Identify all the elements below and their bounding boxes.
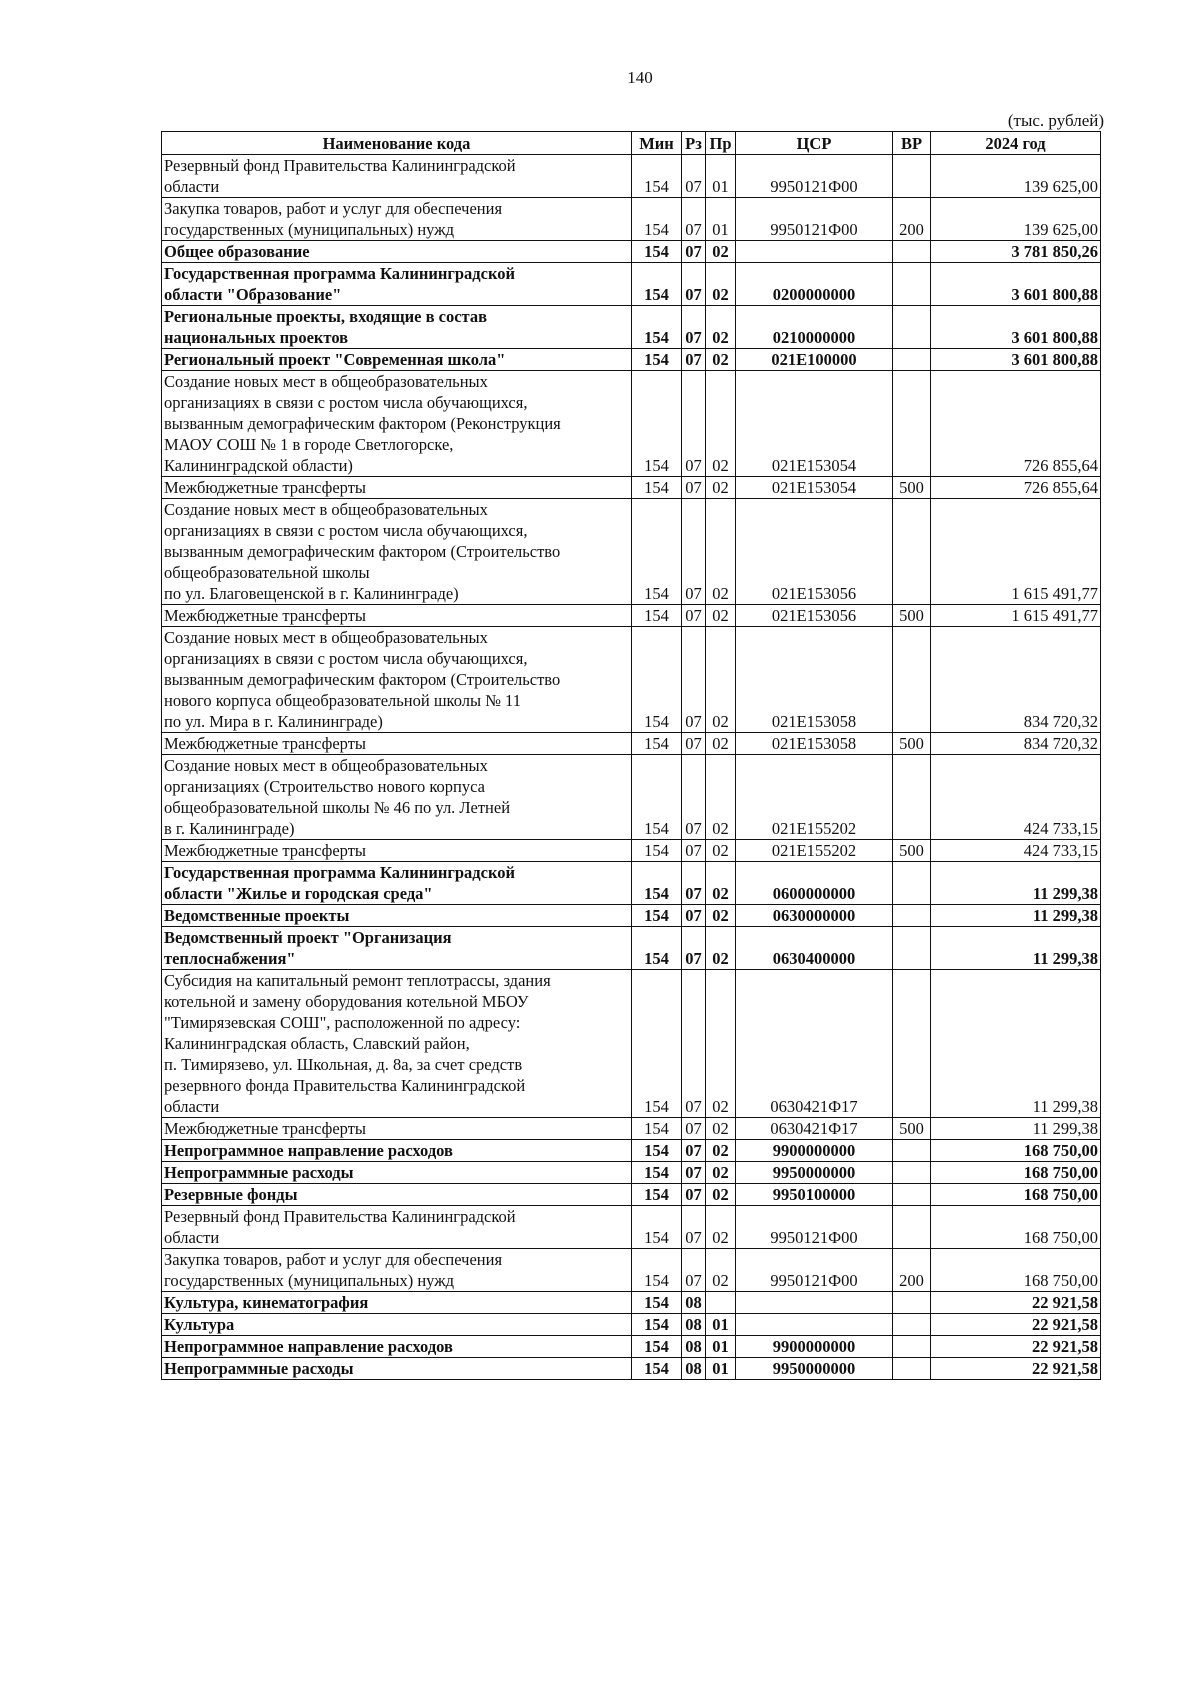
cell-sum: 3 601 800,88 (931, 349, 1101, 371)
cell-rz: 07 (682, 349, 706, 371)
cell-pr: 02 (706, 1140, 736, 1162)
cell-csr: 9950121Ф00 (736, 1249, 893, 1292)
table-row (162, 1314, 1101, 1336)
cell-name: Региональные проекты, входящие в состав национальных проектов (162, 306, 632, 349)
cell-vr (893, 927, 931, 970)
table-row (162, 927, 1101, 970)
cell-vr (893, 349, 931, 371)
header-csr: ЦСР (736, 132, 893, 155)
cell-rz: 07 (682, 306, 706, 349)
cell-pr: 02 (706, 241, 736, 263)
cell-pr: 02 (706, 862, 736, 905)
cell-vr (893, 1336, 931, 1358)
cell-rz: 07 (682, 1249, 706, 1292)
cell-vr (893, 1292, 931, 1314)
cell-min: 154 (632, 1358, 682, 1380)
cell-csr: 0630421Ф17 (736, 970, 893, 1118)
table-row (162, 155, 1101, 198)
cell-min: 154 (632, 862, 682, 905)
cell-min: 154 (632, 927, 682, 970)
cell-name: Межбюджетные трансферты (162, 733, 632, 755)
cell-name: Государственная программа Калининградской области "Жилье и городская среда" (162, 862, 632, 905)
cell-csr (736, 1314, 893, 1336)
cell-min: 154 (632, 905, 682, 927)
cell-csr: 0200000000 (736, 263, 893, 306)
table-row (162, 198, 1101, 241)
header-pr: Пр (706, 132, 736, 155)
table-row (162, 371, 1101, 477)
table-row (162, 1184, 1101, 1206)
cell-sum: 168 750,00 (931, 1184, 1101, 1206)
table-header (162, 132, 1101, 155)
cell-name: Непрограммное направление расходов (162, 1336, 632, 1358)
cell-pr: 02 (706, 1162, 736, 1184)
cell-rz: 07 (682, 155, 706, 198)
table-row (162, 306, 1101, 349)
header-row (162, 132, 1101, 155)
cell-min: 154 (632, 1162, 682, 1184)
cell-vr (893, 970, 931, 1118)
cell-name: Межбюджетные трансферты (162, 840, 632, 862)
unit-label: (тыс. рублей) (1007, 111, 1104, 130)
cell-sum: 139 625,00 (931, 198, 1101, 241)
cell-name: Государственная программа Калининградской области "Образование" (162, 263, 632, 306)
cell-csr: 021E153056 (736, 605, 893, 627)
cell-sum: 22 921,58 (931, 1336, 1101, 1358)
cell-pr: 02 (706, 605, 736, 627)
cell-sum: 3 601 800,88 (931, 263, 1101, 306)
cell-vr (893, 627, 931, 733)
cell-pr: 02 (706, 263, 736, 306)
cell-name: Создание новых мест в общеобразовательных организациях в связи с ростом числа обучающихся, вызванным демографическим фактором (Строительство общеобразовательной школы по ул. Благовещенской в г. Калининграде) (162, 499, 632, 605)
cell-vr: 500 (893, 477, 931, 499)
cell-csr: 9900000000 (736, 1140, 893, 1162)
cell-min: 154 (632, 1336, 682, 1358)
cell-sum: 834 720,32 (931, 627, 1101, 733)
cell-vr (893, 155, 931, 198)
cell-csr: 9950121Ф00 (736, 198, 893, 241)
cell-csr: 0630000000 (736, 905, 893, 927)
budget-table (161, 131, 1101, 1380)
cell-rz: 07 (682, 1184, 706, 1206)
cell-name: Непрограммные расходы (162, 1358, 632, 1380)
cell-csr: 021E153058 (736, 627, 893, 733)
cell-sum: 11 299,38 (931, 927, 1101, 970)
cell-min: 154 (632, 1206, 682, 1249)
cell-sum: 424 733,15 (931, 840, 1101, 862)
cell-vr: 500 (893, 840, 931, 862)
page-number: 140 (627, 68, 653, 87)
cell-pr: 01 (706, 1358, 736, 1380)
cell-name: Создание новых мест в общеобразовательных организациях (Строительство нового корпуса общеобразовательной школы № 46 по ул. Летней в г. Калининграде) (162, 755, 632, 840)
cell-sum: 22 921,58 (931, 1292, 1101, 1314)
cell-rz: 07 (682, 241, 706, 263)
table-row (162, 627, 1101, 733)
table-row (162, 1206, 1101, 1249)
cell-min: 154 (632, 733, 682, 755)
cell-pr: 02 (706, 627, 736, 733)
table-row (162, 862, 1101, 905)
cell-vr (893, 499, 931, 605)
cell-csr: 021E155202 (736, 840, 893, 862)
cell-name: Субсидия на капитальный ремонт теплотрассы, здания котельной и замену оборудования котельной МБОУ "Тимирязевская СОШ", расположенной по адресу: Калининградская область, Славский район, п. Тимирязево, ул. Школьная, д. 8а, за счет средств резервного фонда Правительства Калининградской области (162, 970, 632, 1118)
cell-rz: 07 (682, 1162, 706, 1184)
cell-rz: 07 (682, 733, 706, 755)
header-min: Мин (632, 132, 682, 155)
cell-sum: 3 781 850,26 (931, 241, 1101, 263)
cell-min: 154 (632, 1118, 682, 1140)
cell-name: Региональный проект "Современная школа" (162, 349, 632, 371)
cell-sum: 11 299,38 (931, 970, 1101, 1118)
cell-vr: 500 (893, 605, 931, 627)
cell-min: 154 (632, 306, 682, 349)
cell-pr: 02 (706, 499, 736, 605)
cell-pr: 02 (706, 927, 736, 970)
cell-csr: 021E155202 (736, 755, 893, 840)
cell-csr: 9950000000 (736, 1162, 893, 1184)
table-row (162, 755, 1101, 840)
cell-rz: 07 (682, 970, 706, 1118)
cell-vr: 500 (893, 1118, 931, 1140)
cell-name: Межбюджетные трансферты (162, 477, 632, 499)
cell-sum: 168 750,00 (931, 1140, 1101, 1162)
table-row (162, 840, 1101, 862)
cell-sum: 424 733,15 (931, 755, 1101, 840)
cell-csr: 0600000000 (736, 862, 893, 905)
cell-csr: 021E153056 (736, 499, 893, 605)
cell-vr: 200 (893, 198, 931, 241)
cell-rz: 07 (682, 840, 706, 862)
table-row (162, 733, 1101, 755)
cell-sum: 22 921,58 (931, 1314, 1101, 1336)
cell-name: Общее образование (162, 241, 632, 263)
cell-min: 154 (632, 241, 682, 263)
cell-sum: 22 921,58 (931, 1358, 1101, 1380)
table-row (162, 349, 1101, 371)
cell-pr: 02 (706, 1249, 736, 1292)
cell-pr (706, 1292, 736, 1314)
cell-vr (893, 306, 931, 349)
cell-vr (893, 1358, 931, 1380)
cell-min: 154 (632, 477, 682, 499)
cell-rz: 07 (682, 1118, 706, 1140)
cell-csr: 021E153054 (736, 477, 893, 499)
table-row (162, 263, 1101, 306)
cell-csr: 9950121Ф00 (736, 155, 893, 198)
cell-pr: 02 (706, 349, 736, 371)
cell-pr: 02 (706, 840, 736, 862)
cell-min: 154 (632, 627, 682, 733)
cell-pr: 02 (706, 1118, 736, 1140)
cell-rz: 07 (682, 1206, 706, 1249)
cell-pr: 02 (706, 371, 736, 477)
cell-name: Ведомственный проект "Организация теплоснабжения" (162, 927, 632, 970)
table-row (162, 477, 1101, 499)
cell-rz: 08 (682, 1314, 706, 1336)
cell-rz: 07 (682, 477, 706, 499)
cell-csr: 9950100000 (736, 1184, 893, 1206)
cell-sum: 1 615 491,77 (931, 605, 1101, 627)
cell-name: Межбюджетные трансферты (162, 605, 632, 627)
cell-pr: 02 (706, 755, 736, 840)
cell-vr (893, 905, 931, 927)
cell-min: 154 (632, 605, 682, 627)
cell-rz: 07 (682, 198, 706, 241)
cell-min: 154 (632, 1140, 682, 1162)
cell-csr: 021E153058 (736, 733, 893, 755)
cell-name: Резервный фонд Правительства Калининградской области (162, 155, 632, 198)
cell-vr (893, 862, 931, 905)
cell-pr: 02 (706, 306, 736, 349)
cell-sum: 1 615 491,77 (931, 499, 1101, 605)
cell-min: 154 (632, 349, 682, 371)
cell-min: 154 (632, 1249, 682, 1292)
table-row (162, 241, 1101, 263)
cell-sum: 11 299,38 (931, 905, 1101, 927)
cell-name: Закупка товаров, работ и услуг для обеспечения государственных (муниципальных) нужд (162, 198, 632, 241)
cell-name: Закупка товаров, работ и услуг для обеспечения государственных (муниципальных) нужд (162, 1249, 632, 1292)
cell-vr (893, 371, 931, 477)
cell-min: 154 (632, 1292, 682, 1314)
cell-pr: 02 (706, 970, 736, 1118)
cell-csr (736, 1292, 893, 1314)
cell-name: Межбюджетные трансферты (162, 1118, 632, 1140)
cell-name: Ведомственные проекты (162, 905, 632, 927)
cell-pr: 01 (706, 1336, 736, 1358)
cell-rz: 07 (682, 1140, 706, 1162)
cell-min: 154 (632, 155, 682, 198)
cell-csr: 9900000000 (736, 1336, 893, 1358)
cell-vr (893, 1162, 931, 1184)
cell-csr: 9950121Ф00 (736, 1206, 893, 1249)
cell-rz: 08 (682, 1336, 706, 1358)
table-row (162, 1249, 1101, 1292)
cell-csr: 0630421Ф17 (736, 1118, 893, 1140)
cell-vr (893, 1206, 931, 1249)
table-row (162, 1162, 1101, 1184)
cell-sum: 11 299,38 (931, 1118, 1101, 1140)
cell-pr: 02 (706, 477, 736, 499)
cell-rz: 07 (682, 371, 706, 477)
cell-min: 154 (632, 970, 682, 1118)
table-body (162, 155, 1101, 1380)
header-name: Наименование кода (162, 132, 632, 155)
cell-vr: 200 (893, 1249, 931, 1292)
cell-name: Культура, кинематография (162, 1292, 632, 1314)
table-row (162, 1118, 1101, 1140)
table-row (162, 1336, 1101, 1358)
cell-rz: 07 (682, 605, 706, 627)
table-row (162, 605, 1101, 627)
cell-rz: 07 (682, 627, 706, 733)
cell-rz: 08 (682, 1292, 706, 1314)
table-row (162, 1292, 1101, 1314)
cell-vr (893, 1140, 931, 1162)
cell-csr: 021E100000 (736, 349, 893, 371)
table-row (162, 970, 1101, 1118)
cell-rz: 07 (682, 905, 706, 927)
cell-vr (893, 1184, 931, 1206)
cell-pr: 01 (706, 1314, 736, 1336)
cell-name: Непрограммное направление расходов (162, 1140, 632, 1162)
cell-csr: 0210000000 (736, 306, 893, 349)
cell-vr (893, 241, 931, 263)
cell-sum: 3 601 800,88 (931, 306, 1101, 349)
cell-sum: 11 299,38 (931, 862, 1101, 905)
table-row (162, 1358, 1101, 1380)
cell-name: Создание новых мест в общеобразовательных организациях в связи с ростом числа обучающихся, вызванным демографическим фактором (Строительство нового корпуса общеобразовательной школы № 11 по ул. Мира в г. Калининграде) (162, 627, 632, 733)
cell-csr: 0630400000 (736, 927, 893, 970)
cell-pr: 01 (706, 155, 736, 198)
cell-rz: 07 (682, 499, 706, 605)
cell-sum: 726 855,64 (931, 477, 1101, 499)
cell-csr (736, 241, 893, 263)
cell-vr: 500 (893, 733, 931, 755)
cell-pr: 01 (706, 198, 736, 241)
cell-min: 154 (632, 371, 682, 477)
cell-rz: 08 (682, 1358, 706, 1380)
cell-min: 154 (632, 499, 682, 605)
cell-rz: 07 (682, 862, 706, 905)
cell-name: Непрограммные расходы (162, 1162, 632, 1184)
cell-sum: 168 750,00 (931, 1162, 1101, 1184)
cell-rz: 07 (682, 927, 706, 970)
cell-pr: 02 (706, 1206, 736, 1249)
table-row (162, 499, 1101, 605)
cell-rz: 07 (682, 755, 706, 840)
cell-sum: 726 855,64 (931, 371, 1101, 477)
cell-name: Культура (162, 1314, 632, 1336)
cell-vr (893, 263, 931, 306)
cell-vr (893, 755, 931, 840)
cell-min: 154 (632, 263, 682, 306)
cell-sum: 834 720,32 (931, 733, 1101, 755)
cell-min: 154 (632, 1314, 682, 1336)
cell-pr: 02 (706, 1184, 736, 1206)
cell-rz: 07 (682, 263, 706, 306)
cell-sum: 168 750,00 (931, 1206, 1101, 1249)
cell-name: Резервный фонд Правительства Калининградской области (162, 1206, 632, 1249)
cell-name: Создание новых мест в общеобразовательных организациях в связи с ростом числа обучающихся, вызванным демографическим фактором (Реконструкция МАОУ СОШ № 1 в городе Светлогорске, Калининградской области) (162, 371, 632, 477)
cell-min: 154 (632, 198, 682, 241)
cell-pr: 02 (706, 905, 736, 927)
cell-sum: 168 750,00 (931, 1249, 1101, 1292)
cell-pr: 02 (706, 733, 736, 755)
cell-min: 154 (632, 1184, 682, 1206)
cell-sum: 139 625,00 (931, 155, 1101, 198)
cell-min: 154 (632, 840, 682, 862)
header-vr: ВР (893, 132, 931, 155)
cell-min: 154 (632, 755, 682, 840)
cell-name: Резервные фонды (162, 1184, 632, 1206)
table-row (162, 905, 1101, 927)
cell-vr (893, 1314, 931, 1336)
header-rz: Рз (682, 132, 706, 155)
header-sum: 2024 год (931, 132, 1101, 155)
cell-csr: 9950000000 (736, 1358, 893, 1380)
cell-csr: 021E153054 (736, 371, 893, 477)
table-row (162, 1140, 1101, 1162)
